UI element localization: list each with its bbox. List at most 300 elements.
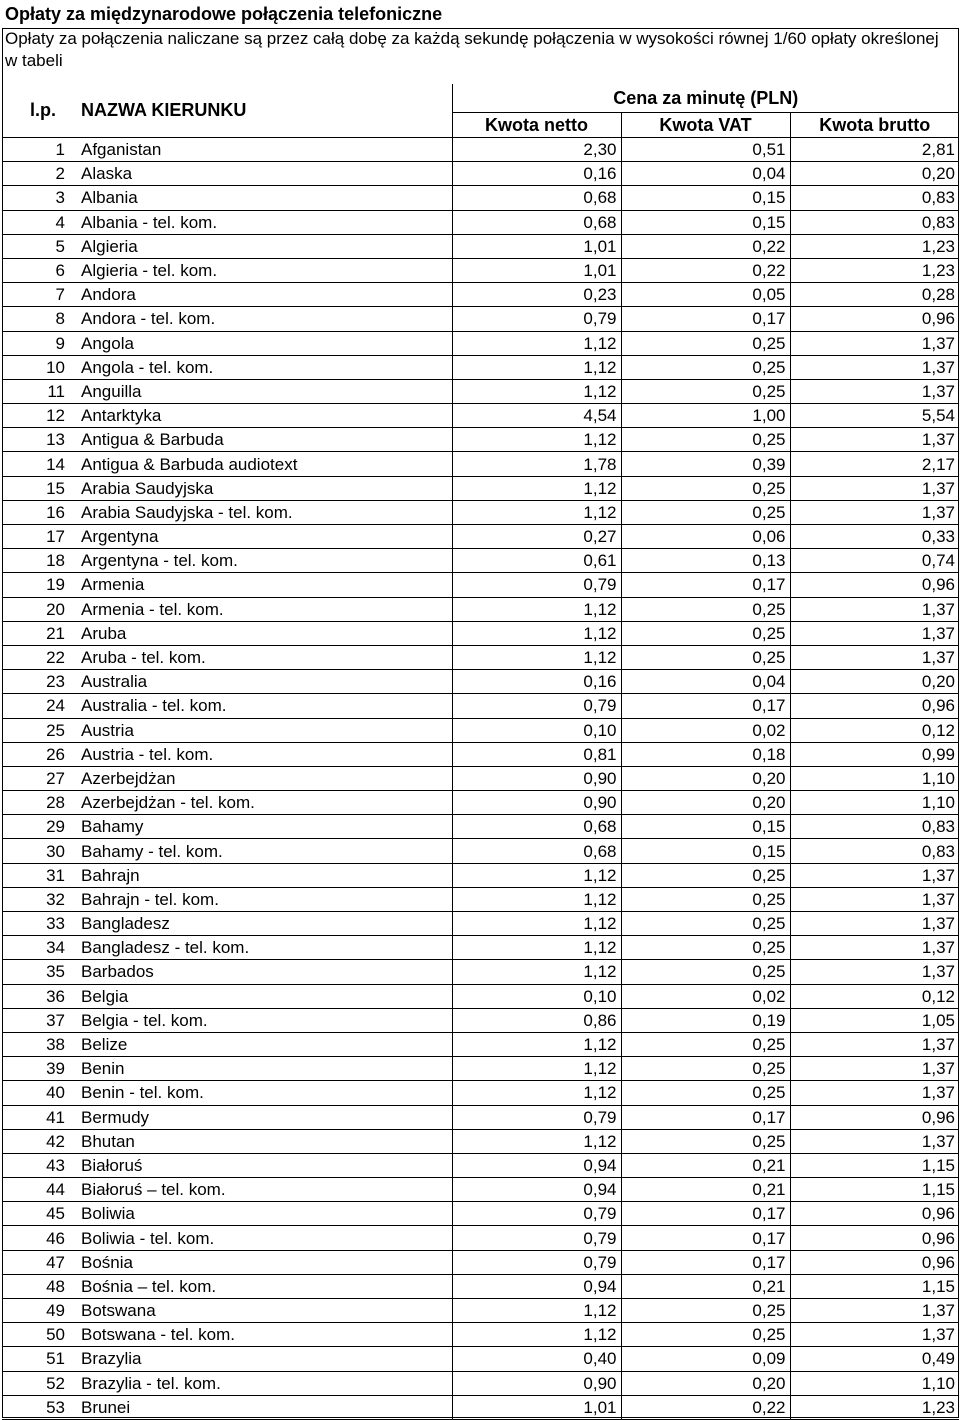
table-row xyxy=(2,1153,959,1177)
price-brutto: 1,10 xyxy=(790,791,959,815)
price-brutto: 0,96 xyxy=(790,1250,959,1274)
destination-name: Barbados xyxy=(77,960,452,984)
price-netto: 1,12 xyxy=(452,912,621,936)
price-brutto: 1,37 xyxy=(790,1032,959,1056)
row-number: 22 xyxy=(2,645,77,669)
table-row xyxy=(2,428,959,452)
destination-name: Austria xyxy=(77,718,452,742)
destination-name: Afganistan xyxy=(77,138,452,162)
price-vat: 0,17 xyxy=(621,1250,790,1274)
table-row xyxy=(2,694,959,718)
destination-name: Anguilla xyxy=(77,379,452,403)
price-netto: 1,12 xyxy=(452,500,621,524)
price-brutto: 1,37 xyxy=(790,1129,959,1153)
price-brutto: 0,96 xyxy=(790,1226,959,1250)
price-brutto: 1,15 xyxy=(790,1274,959,1298)
row-number: 36 xyxy=(2,984,77,1008)
pricing-note: Opłaty za połączenia naliczane są przez całą dobę za każdą sekundę połączenia w wysokości równej 1/60 opłaty określonej w tabeli xyxy=(5,29,939,70)
price-vat: 0,22 xyxy=(621,234,790,258)
destination-name: Argentyna - tel. kom. xyxy=(77,549,452,573)
price-vat: 0,25 xyxy=(621,476,790,500)
destination-name: Bahrajn - tel. kom. xyxy=(77,887,452,911)
table-row xyxy=(2,815,959,839)
row-number: 48 xyxy=(2,1274,77,1298)
table-row xyxy=(2,1081,959,1105)
price-netto: 1,01 xyxy=(452,1395,621,1419)
destination-name: Bahrajn xyxy=(77,863,452,887)
price-vat: 0,39 xyxy=(621,452,790,476)
price-vat: 0,17 xyxy=(621,1226,790,1250)
price-vat: 0,25 xyxy=(621,597,790,621)
price-brutto: 0,74 xyxy=(790,549,959,573)
destination-name: Bermudy xyxy=(77,1105,452,1129)
table-row xyxy=(2,1371,959,1395)
price-brutto: 1,37 xyxy=(790,887,959,911)
price-netto: 0,79 xyxy=(452,694,621,718)
brutto-header: Kwota brutto xyxy=(790,113,959,138)
destination-name: Bangladesz - tel. kom. xyxy=(77,936,452,960)
table-row xyxy=(2,452,959,476)
table-row xyxy=(2,597,959,621)
price-netto: 0,94 xyxy=(452,1274,621,1298)
row-number: 6 xyxy=(2,258,77,282)
destination-name: Bahamy - tel. kom. xyxy=(77,839,452,863)
table-row xyxy=(2,210,959,234)
price-brutto: 1,37 xyxy=(790,645,959,669)
price-brutto: 1,05 xyxy=(790,1008,959,1032)
price-netto: 0,40 xyxy=(452,1347,621,1371)
price-vat: 0,25 xyxy=(621,1129,790,1153)
table-row xyxy=(2,839,959,863)
destination-name: Bahamy xyxy=(77,815,452,839)
price-brutto: 1,10 xyxy=(790,766,959,790)
price-vat: 0,05 xyxy=(621,283,790,307)
price-netto: 0,68 xyxy=(452,839,621,863)
table-row xyxy=(2,1323,959,1347)
price-brutto: 1,23 xyxy=(790,234,959,258)
destination-name: Belgia - tel. kom. xyxy=(77,1008,452,1032)
row-number: 19 xyxy=(2,573,77,597)
row-number: 45 xyxy=(2,1202,77,1226)
destination-name: Argentyna xyxy=(77,525,452,549)
price-netto: 0,79 xyxy=(452,1202,621,1226)
price-vat: 0,25 xyxy=(621,1032,790,1056)
price-vat: 0,20 xyxy=(621,766,790,790)
destination-name: Andora - tel. kom. xyxy=(77,307,452,331)
table-row xyxy=(2,186,959,210)
price-brutto: 1,37 xyxy=(790,936,959,960)
price-vat: 0,22 xyxy=(621,1395,790,1419)
price-vat: 0,21 xyxy=(621,1153,790,1177)
price-brutto: 2,17 xyxy=(790,452,959,476)
price-vat: 0,20 xyxy=(621,1371,790,1395)
table-row xyxy=(2,1008,959,1032)
table-row xyxy=(2,621,959,645)
price-vat: 0,21 xyxy=(621,1178,790,1202)
price-brutto: 1,37 xyxy=(790,476,959,500)
price-vat: 0,25 xyxy=(621,379,790,403)
row-number: 50 xyxy=(2,1323,77,1347)
table-row xyxy=(2,645,959,669)
price-vat: 0,06 xyxy=(621,525,790,549)
table-row xyxy=(2,258,959,282)
price-netto: 0,10 xyxy=(452,718,621,742)
price-netto: 1,12 xyxy=(452,1081,621,1105)
row-number: 28 xyxy=(2,791,77,815)
price-vat: 0,25 xyxy=(621,621,790,645)
table-row xyxy=(2,1250,959,1274)
price-brutto: 0,12 xyxy=(790,718,959,742)
destination-name: Australia - tel. kom. xyxy=(77,694,452,718)
table-row xyxy=(2,331,959,355)
price-netto: 0,23 xyxy=(452,283,621,307)
destination-name: Albania - tel. kom. xyxy=(77,210,452,234)
price-vat: 0,15 xyxy=(621,815,790,839)
destination-name: Bangladesz xyxy=(77,912,452,936)
price-brutto: 0,99 xyxy=(790,742,959,766)
row-number: 20 xyxy=(2,597,77,621)
row-number: 8 xyxy=(2,307,77,331)
destination-name: Aruba xyxy=(77,621,452,645)
price-netto: 0,16 xyxy=(452,162,621,186)
price-brutto: 1,37 xyxy=(790,621,959,645)
price-vat: 1,00 xyxy=(621,404,790,428)
destination-name: Aruba - tel. kom. xyxy=(77,645,452,669)
table-row xyxy=(2,404,959,428)
price-brutto: 0,96 xyxy=(790,307,959,331)
price-netto: 1,12 xyxy=(452,428,621,452)
price-vat: 0,20 xyxy=(621,791,790,815)
row-number: 26 xyxy=(2,742,77,766)
price-brutto: 1,23 xyxy=(790,1395,959,1419)
price-vat: 0,18 xyxy=(621,742,790,766)
price-vat: 0,15 xyxy=(621,210,790,234)
page-title: Opłaty za międzynarodowe połączenia telefoniczne xyxy=(5,4,443,24)
row-number: 10 xyxy=(2,355,77,379)
price-netto: 0,68 xyxy=(452,210,621,234)
price-netto: 1,12 xyxy=(452,960,621,984)
price-brutto: 1,37 xyxy=(790,1323,959,1347)
table-row xyxy=(2,1299,959,1323)
table-row xyxy=(2,307,959,331)
price-netto: 0,90 xyxy=(452,1371,621,1395)
price-netto: 0,79 xyxy=(452,573,621,597)
table-row xyxy=(2,960,959,984)
destination-name: Austria - tel. kom. xyxy=(77,742,452,766)
row-number: 53 xyxy=(2,1395,77,1419)
destination-name: Bhutan xyxy=(77,1129,452,1153)
price-netto: 0,90 xyxy=(452,791,621,815)
price-vat: 0,19 xyxy=(621,1008,790,1032)
destination-name: Brunei xyxy=(77,1395,452,1419)
price-brutto: 1,37 xyxy=(790,500,959,524)
price-vat: 0,02 xyxy=(621,718,790,742)
table-row xyxy=(2,887,959,911)
table-row xyxy=(2,984,959,1008)
destination-name: Brazylia xyxy=(77,1347,452,1371)
price-vat: 0,25 xyxy=(621,912,790,936)
destination-name: Angola - tel. kom. xyxy=(77,355,452,379)
destination-name: Brazylia - tel. kom. xyxy=(77,1371,452,1395)
table-row xyxy=(2,138,959,162)
row-number: 49 xyxy=(2,1299,77,1323)
price-brutto: 0,96 xyxy=(790,1202,959,1226)
price-netto: 1,12 xyxy=(452,887,621,911)
destination-name: Arabia Saudyjska - tel. kom. xyxy=(77,500,452,524)
price-netto: 2,30 xyxy=(452,138,621,162)
row-number: 34 xyxy=(2,936,77,960)
row-number: 23 xyxy=(2,670,77,694)
table-row xyxy=(2,476,959,500)
row-number: 42 xyxy=(2,1129,77,1153)
row-number: 29 xyxy=(2,815,77,839)
row-number: 27 xyxy=(2,766,77,790)
row-number: 18 xyxy=(2,549,77,573)
destination-name: Botswana - tel. kom. xyxy=(77,1323,452,1347)
destination-name: Algieria - tel. kom. xyxy=(77,258,452,282)
rates-body xyxy=(2,138,959,1420)
destination-name: Benin - tel. kom. xyxy=(77,1081,452,1105)
price-brutto: 5,54 xyxy=(790,404,959,428)
price-brutto: 0,20 xyxy=(790,670,959,694)
price-vat: 0,25 xyxy=(621,863,790,887)
destination-name: Białoruś – tel. kom. xyxy=(77,1178,452,1202)
price-vat: 0,25 xyxy=(621,331,790,355)
price-vat: 0,17 xyxy=(621,694,790,718)
table-row xyxy=(2,525,959,549)
destination-name: Australia xyxy=(77,670,452,694)
vat-header: Kwota VAT xyxy=(621,113,790,138)
price-brutto: 1,37 xyxy=(790,331,959,355)
row-number: 13 xyxy=(2,428,77,452)
price-brutto: 1,23 xyxy=(790,258,959,282)
price-brutto: 0,49 xyxy=(790,1347,959,1371)
table-row xyxy=(2,1347,959,1371)
destination-name: Andora xyxy=(77,283,452,307)
table-row xyxy=(2,283,959,307)
destination-name: Albania xyxy=(77,186,452,210)
price-vat: 0,25 xyxy=(621,1081,790,1105)
price-vat: 0,17 xyxy=(621,307,790,331)
row-number: 44 xyxy=(2,1178,77,1202)
destination-name: Boliwia xyxy=(77,1202,452,1226)
price-brutto: 0,96 xyxy=(790,694,959,718)
price-brutto: 2,81 xyxy=(790,138,959,162)
row-number: 14 xyxy=(2,452,77,476)
row-number: 30 xyxy=(2,839,77,863)
price-brutto: 1,37 xyxy=(790,912,959,936)
row-number: 3 xyxy=(2,186,77,210)
price-vat: 0,51 xyxy=(621,138,790,162)
row-number: 4 xyxy=(2,210,77,234)
price-netto: 0,90 xyxy=(452,766,621,790)
table-row xyxy=(2,791,959,815)
table-row xyxy=(2,936,959,960)
price-netto: 0,68 xyxy=(452,186,621,210)
price-vat: 0,25 xyxy=(621,960,790,984)
price-netto: 0,79 xyxy=(452,1226,621,1250)
price-vat: 0,02 xyxy=(621,984,790,1008)
price-vat: 0,21 xyxy=(621,1274,790,1298)
price-netto: 0,27 xyxy=(452,525,621,549)
price-brutto: 1,37 xyxy=(790,960,959,984)
price-brutto: 0,96 xyxy=(790,573,959,597)
price-vat: 0,25 xyxy=(621,428,790,452)
destination-name: Azerbejdżan xyxy=(77,766,452,790)
price-vat: 0,25 xyxy=(621,645,790,669)
price-netto: 1,01 xyxy=(452,258,621,282)
table-row xyxy=(2,573,959,597)
price-vat: 0,15 xyxy=(621,186,790,210)
row-number: 39 xyxy=(2,1057,77,1081)
price-netto: 1,12 xyxy=(452,1129,621,1153)
table-row xyxy=(2,1202,959,1226)
price-vat: 0,13 xyxy=(621,549,790,573)
price-netto: 0,94 xyxy=(452,1153,621,1177)
row-number: 25 xyxy=(2,718,77,742)
price-brutto: 1,37 xyxy=(790,863,959,887)
row-number: 31 xyxy=(2,863,77,887)
row-number: 52 xyxy=(2,1371,77,1395)
price-brutto: 0,83 xyxy=(790,839,959,863)
rates-table xyxy=(2,84,959,1420)
price-vat: 0,17 xyxy=(621,1105,790,1129)
row-number: 16 xyxy=(2,500,77,524)
price-vat: 0,25 xyxy=(621,1057,790,1081)
netto-header: Kwota netto xyxy=(452,113,621,138)
price-vat: 0,22 xyxy=(621,258,790,282)
price-netto: 1,12 xyxy=(452,621,621,645)
destination-name: Arabia Saudyjska xyxy=(77,476,452,500)
destination-name: Benin xyxy=(77,1057,452,1081)
table-row xyxy=(2,355,959,379)
destination-name: Białoruś xyxy=(77,1153,452,1177)
table-row xyxy=(2,500,959,524)
row-number: 32 xyxy=(2,887,77,911)
price-brutto: 0,28 xyxy=(790,283,959,307)
row-number: 35 xyxy=(2,960,77,984)
table-row xyxy=(2,1178,959,1202)
price-netto: 1,12 xyxy=(452,936,621,960)
price-netto: 1,12 xyxy=(452,863,621,887)
row-number: 33 xyxy=(2,912,77,936)
price-group-header: Cena za minutę (PLN) xyxy=(452,84,959,113)
destination-name: Antigua & Barbuda xyxy=(77,428,452,452)
price-brutto: 1,37 xyxy=(790,355,959,379)
lp-header: l.p. xyxy=(30,100,56,120)
destination-name: Algieria xyxy=(77,234,452,258)
price-netto: 0,10 xyxy=(452,984,621,1008)
price-vat: 0,09 xyxy=(621,1347,790,1371)
row-number: 9 xyxy=(2,331,77,355)
price-netto: 0,61 xyxy=(452,549,621,573)
price-brutto: 1,37 xyxy=(790,1081,959,1105)
destination-name: Alaska xyxy=(77,162,452,186)
row-number: 2 xyxy=(2,162,77,186)
price-vat: 0,25 xyxy=(621,1299,790,1323)
destination-name: Armenia - tel. kom. xyxy=(77,597,452,621)
price-netto: 1,78 xyxy=(452,452,621,476)
name-header: NAZWA KIERUNKU xyxy=(81,100,247,120)
row-number: 41 xyxy=(2,1105,77,1129)
price-netto: 0,86 xyxy=(452,1008,621,1032)
price-brutto: 1,37 xyxy=(790,597,959,621)
price-brutto: 0,96 xyxy=(790,1105,959,1129)
price-vat: 0,17 xyxy=(621,1202,790,1226)
price-brutto: 0,83 xyxy=(790,815,959,839)
row-number: 24 xyxy=(2,694,77,718)
row-number: 12 xyxy=(2,404,77,428)
price-vat: 0,25 xyxy=(621,355,790,379)
table-row xyxy=(2,670,959,694)
table-row xyxy=(2,1032,959,1056)
table-row xyxy=(2,718,959,742)
table-row xyxy=(2,549,959,573)
price-netto: 1,12 xyxy=(452,1299,621,1323)
destination-name: Angola xyxy=(77,331,452,355)
price-netto: 1,12 xyxy=(452,1032,621,1056)
price-netto: 0,79 xyxy=(452,1250,621,1274)
price-vat: 0,04 xyxy=(621,670,790,694)
price-vat: 0,15 xyxy=(621,839,790,863)
row-number: 46 xyxy=(2,1226,77,1250)
table-row xyxy=(2,1395,959,1419)
table-row xyxy=(2,1129,959,1153)
price-netto: 1,12 xyxy=(452,331,621,355)
destination-name: Azerbejdżan - tel. kom. xyxy=(77,791,452,815)
row-number: 47 xyxy=(2,1250,77,1274)
price-vat: 0,25 xyxy=(621,1323,790,1347)
destination-name: Boliwia - tel. kom. xyxy=(77,1226,452,1250)
price-netto: 0,79 xyxy=(452,1105,621,1129)
row-number: 11 xyxy=(2,379,77,403)
table-row xyxy=(2,234,959,258)
table-row xyxy=(2,1105,959,1129)
price-vat: 0,25 xyxy=(621,887,790,911)
destination-name: Armenia xyxy=(77,573,452,597)
row-number: 21 xyxy=(2,621,77,645)
price-netto: 1,12 xyxy=(452,1057,621,1081)
table-row xyxy=(2,1274,959,1298)
price-brutto: 0,20 xyxy=(790,162,959,186)
price-vat: 0,04 xyxy=(621,162,790,186)
table-row xyxy=(2,863,959,887)
price-brutto: 1,15 xyxy=(790,1153,959,1177)
price-brutto: 1,37 xyxy=(790,379,959,403)
row-number: 43 xyxy=(2,1153,77,1177)
row-number: 7 xyxy=(2,283,77,307)
destination-name: Bośnia xyxy=(77,1250,452,1274)
row-number: 1 xyxy=(2,138,77,162)
row-number: 38 xyxy=(2,1032,77,1056)
price-vat: 0,17 xyxy=(621,573,790,597)
price-netto: 0,81 xyxy=(452,742,621,766)
price-brutto: 0,83 xyxy=(790,210,959,234)
price-netto: 1,12 xyxy=(452,476,621,500)
table-row xyxy=(2,742,959,766)
price-netto: 0,68 xyxy=(452,815,621,839)
table-row xyxy=(2,1057,959,1081)
table-row xyxy=(2,162,959,186)
price-netto: 1,01 xyxy=(452,234,621,258)
destination-name: Belgia xyxy=(77,984,452,1008)
table-row xyxy=(2,766,959,790)
table-row xyxy=(2,912,959,936)
row-number: 37 xyxy=(2,1008,77,1032)
price-brutto: 0,83 xyxy=(790,186,959,210)
price-netto: 1,12 xyxy=(452,645,621,669)
price-brutto: 0,33 xyxy=(790,525,959,549)
